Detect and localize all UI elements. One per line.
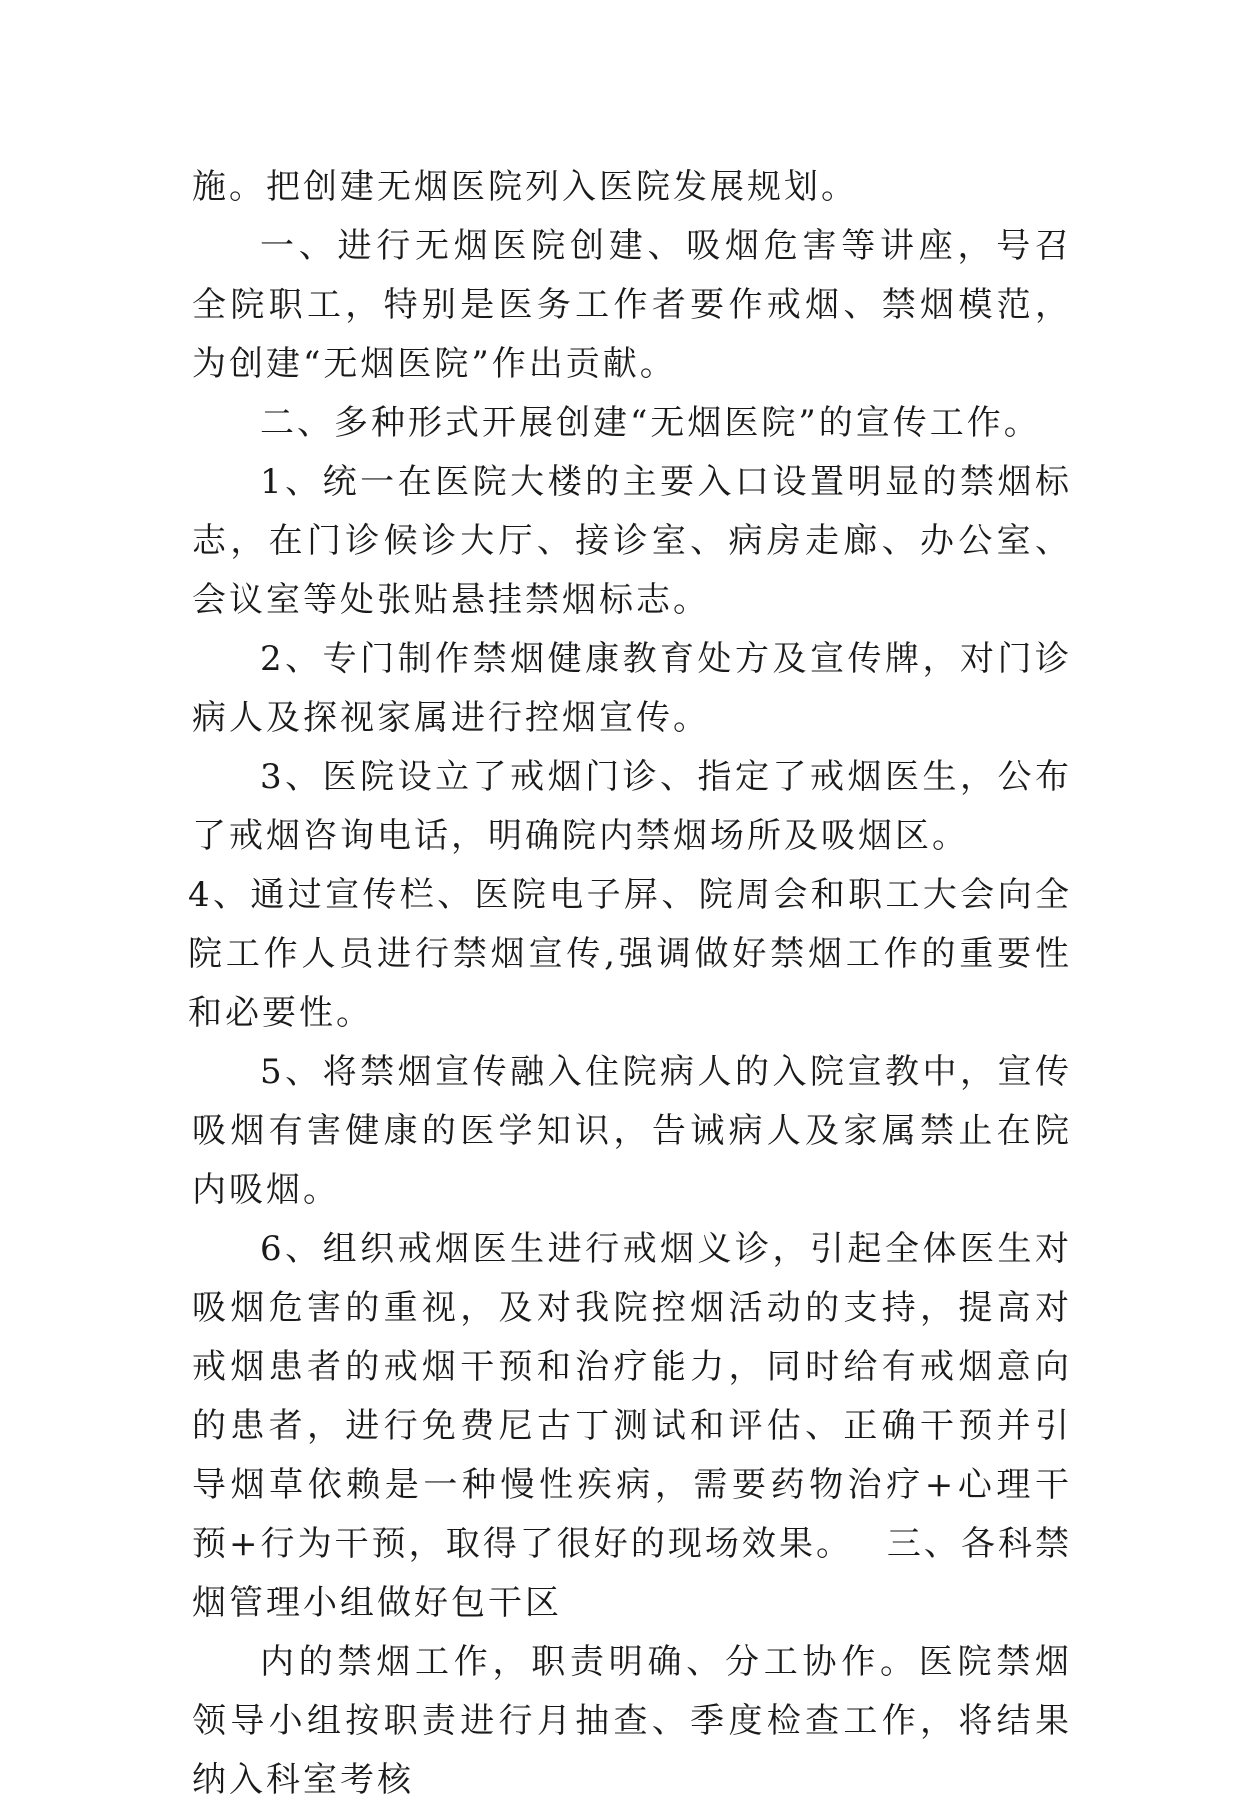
body-text xyxy=(188,158,1072,1810)
paragraph-item-2: 2、专门制作禁烟健康教育处方及宣传牌，对门诊病人及探视家属进行控烟宣传。 xyxy=(192,639,1072,738)
paragraph-item-6: 6、组织戒烟医生进行戒烟义诊，引起全体医生对吸烟危害的重视，及对我院控烟活动的支持，提高对戒烟患者的戒烟干预和治疗能力，同时给有戒烟意向的患者，进行免费尼古丁测试和评估、正确干预并引导烟草依赖是一种慢性疾病，需要药物治疗+心理干预+行为干预，取得了很好的现场效果。 三、各科禁烟管理小组做好包干区 xyxy=(192,1229,1072,1623)
paragraph-section-two: 二、多种形式开展创建“无烟医院”的宣传工作。 xyxy=(260,403,1041,443)
paragraph-section-one: 一、进行无烟医院创建、吸烟危害等讲座，号召全院职工，特别是医务工作者要作戒烟、禁烟模范，为创建“无烟医院”作出贡献。 xyxy=(192,226,1072,384)
paragraph-item-1: 1、统一在医院大楼的主要入口设置明显的禁烟标志，在门诊候诊大厅、接诊室、病房走廊、办公室、会议室等处张贴悬挂禁烟标志。 xyxy=(192,462,1072,620)
paragraph-item-3: 3、医院设立了戒烟门诊、指定了戒烟医生，公布了戒烟咨询电话，明确院内禁烟场所及吸烟区。 xyxy=(192,757,1072,856)
paragraph-item-4: 4、通过宣传栏、医院电子屏、院周会和职工大会向全院工作人员进行禁烟宣传,强调做好禁烟工作的重要性和必要性。 xyxy=(188,875,1072,1033)
paragraph-item-5: 5、将禁烟宣传融入住院病人的入院宣教中，宣传吸烟有害健康的医学知识，告诫病人及家属禁止在院内吸烟。 xyxy=(192,1052,1072,1210)
paragraph-continuation: 施。把创建无烟医院列入医院发展规划。 xyxy=(192,167,858,207)
paragraph-section-three-cont: 内的禁烟工作，职责明确、分工协作。医院禁烟领导小组按职责进行月抽查、季度检查工作，将结果纳入科室考核 xyxy=(192,1642,1072,1800)
